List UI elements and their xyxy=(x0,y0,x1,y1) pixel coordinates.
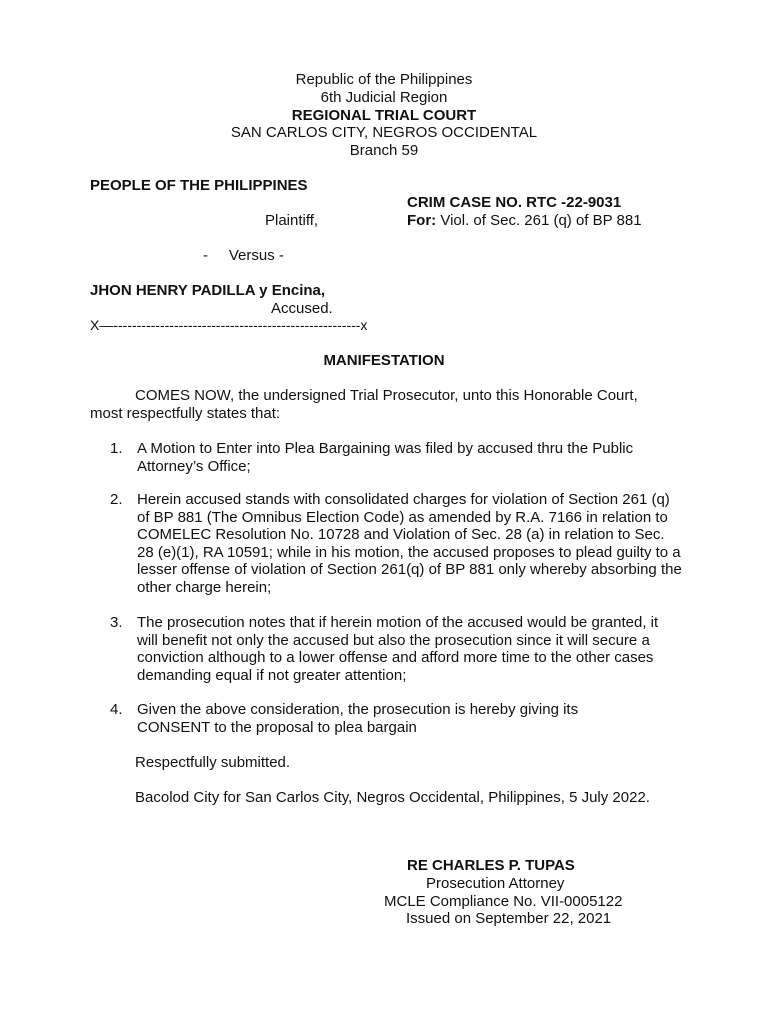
document-title: MANIFESTATION xyxy=(323,352,445,369)
list-item-number: 3. xyxy=(110,614,123,631)
header-republic: Republic of the Philippines xyxy=(295,71,473,88)
intro-paragraph: COMES NOW, the undersigned Trial Prosecutor, unto this Honorable Court, most respectfully states that: xyxy=(90,387,638,422)
case-offense xyxy=(407,212,642,230)
for-label: For: xyxy=(407,212,437,229)
mcle-issued: Issued on September 22, 2021 xyxy=(406,910,612,927)
list-item-number: 4. xyxy=(110,701,123,718)
accused-name: JHON HENRY PADILLA y Encina, xyxy=(90,282,326,299)
signatory-name: RE CHARLES P. TUPAS xyxy=(407,857,575,874)
case-number: CRIM CASE NO. RTC -22-9031 xyxy=(407,194,622,211)
list-item-number: 2. xyxy=(110,491,123,508)
header-branch: Branch 59 xyxy=(349,142,419,159)
list-item-text: Herein accused stands with consolidated charges for violation of Section 261 (q) of BP 881 (The Omnibus Election Code) as amended by R.A. 7166 in relation to COMELEC Resolution No. 10728 and Violation of Sec. 28 (a) in relation to Sec. 28 (e)(1), RA 10591; while in his motion, the accused proposes to plead guilty to a lesser offense of violation of Section 261(q) of BP 881 only whereby absorbing the other charge herein; xyxy=(137,491,682,596)
accused-role: Accused. xyxy=(271,300,333,317)
versus: - Versus - xyxy=(203,247,284,264)
header-judicial-region: 6th Judicial Region xyxy=(320,89,448,106)
place-date: Bacolod City for San Carlos City, Negros Occidental, Philippines, 5 July 2022. xyxy=(135,789,650,806)
list-item-text: The prosecution notes that if herein motion of the accused would be granted, it will benefit not only the accused but also the prosecution since it will secure a conviction although to a lower offense and afford more time to the other cases demanding equal if not greater attention; xyxy=(137,614,659,684)
list-item-text: A Motion to Enter into Plea Bargaining was filed by accused thru the Public Attorney’s Office; xyxy=(137,440,634,475)
header-location: SAN CARLOS CITY, NEGROS OCCIDENTAL xyxy=(230,124,538,141)
mcle-number: MCLE Compliance No. VII-0005122 xyxy=(384,893,623,910)
signatory-position: Prosecution Attorney xyxy=(426,875,565,892)
caption-separator: X—-----------------------------------------------------x xyxy=(90,317,368,333)
closing-line: Respectfully submitted. xyxy=(135,754,291,771)
list-item-number: 1. xyxy=(110,440,123,457)
plaintiff-role: Plaintiff, xyxy=(265,212,319,229)
header-court: REGIONAL TRIAL COURT xyxy=(291,107,477,124)
list-item-text: Given the above consideration, the prosecution is hereby giving its CONSENT to the proposal to plea bargain xyxy=(137,701,579,736)
plaintiff-name: PEOPLE OF THE PHILIPPINES xyxy=(90,177,308,194)
for-text: Viol. of Sec. 261 (q) of BP 881 xyxy=(436,212,642,229)
